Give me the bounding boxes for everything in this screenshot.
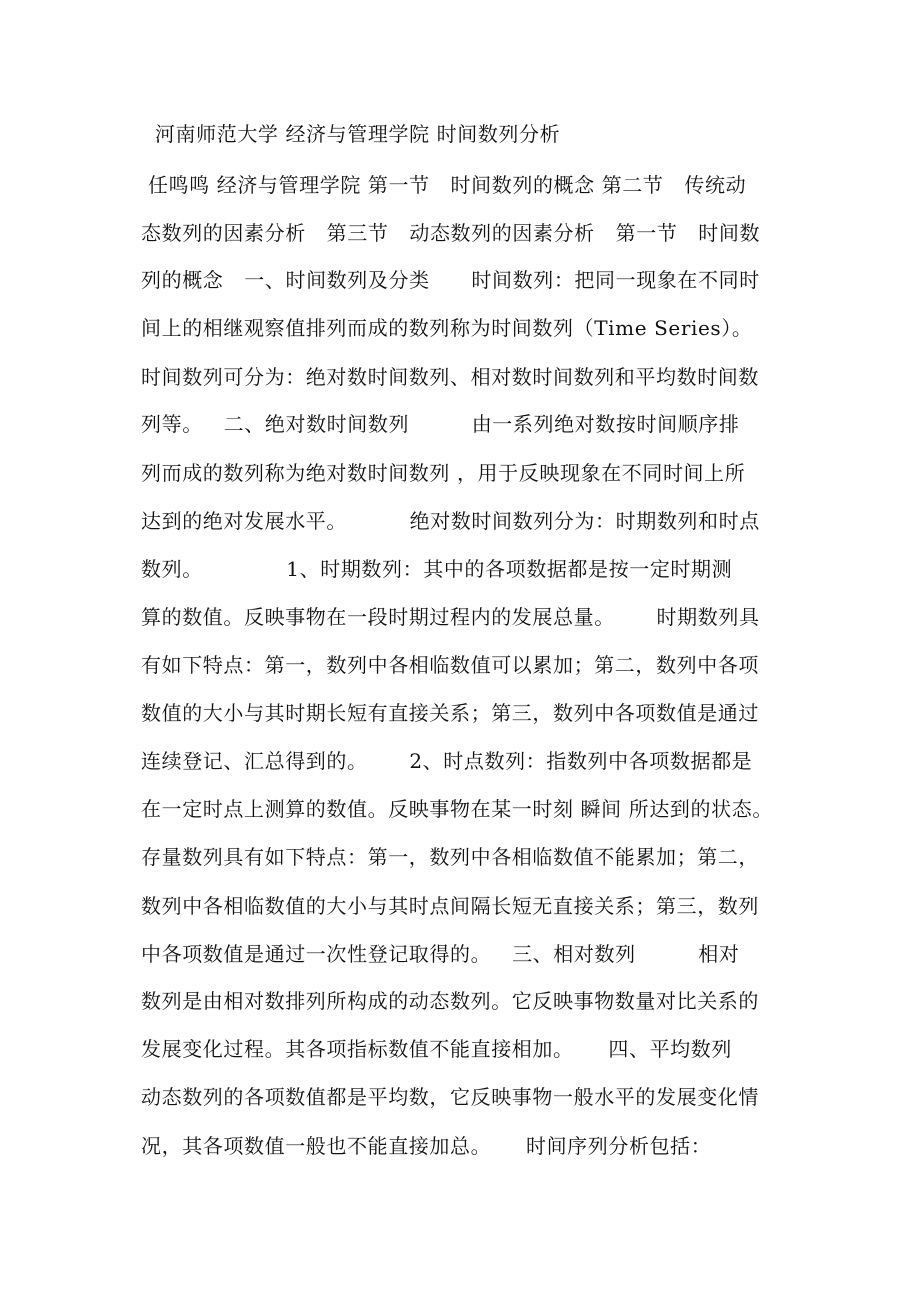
text-line: 态数列的因素分析 第三节 动态数列的因素分析 第一节 时间数	[141, 221, 761, 245]
text-line: 列而成的数列称为绝对数时间数列 ，用于反映现象在不同时间上所	[141, 461, 746, 485]
text-line: 中各项数值是通过一次性登记取得的。 三、相对数列 相对	[141, 942, 740, 966]
text-line: 有如下特点：第一，数列中各相临数值可以累加；第二，数列中各项	[141, 653, 759, 677]
text-line: 达到的绝对发展水平。 绝对数时间数列分为：时期数列和时点	[141, 509, 760, 533]
text-line: 时间数列可分为：绝对数时间数列、相对数时间数列和平均数时间数	[141, 365, 759, 389]
text-line: 列的概念 一、时间数列及分类 时间数列：把同一现象在不同时	[141, 268, 760, 292]
text-line-title: 河南师范大学 经济与管理学院 时间数列分析	[141, 122, 561, 146]
text-line: 列等。 二、绝对数时间数列 由一系列绝对数按时间顺序排	[141, 412, 740, 436]
text-line: 数列中各相临数值的大小与其时点间隔长短无直接关系；第三，数列	[141, 894, 759, 918]
text-line: 况，其各项数值一般也不能直接加总。 时间序列分析包括：	[141, 1134, 712, 1158]
text-line: 存量数列具有如下特点：第一，数列中各相临数值不能累加；第二，	[141, 845, 759, 869]
text-line: 算的数值。反映事物在一段时期过程内的发展总量。 时期数列具	[141, 605, 760, 629]
text-line: 数值的大小与其时期长短有直接关系；第三，数列中各项数值是通过	[141, 701, 759, 725]
text-line: 连续登记、汇总得到的。 2、时点数列：指数列中各项数据都是	[141, 749, 753, 773]
text-line: 数列。 1、时期数列：其中的各项数据都是按一定时期测	[141, 557, 733, 581]
text-line: 发展变化过程。其各项指标数值不能直接相加。 四、平均数列	[141, 1037, 732, 1061]
text-line: 动态数列的各项数值都是平均数，它反映事物一般水平的发展变化情	[141, 1085, 759, 1109]
text-line: 间上的相继观察值排列而成的数列称为时间数列（Time Series）。	[141, 316, 753, 340]
text-line: 数列是由相对数排列所构成的动态数列。它反映事物数量对比关系的	[141, 989, 759, 1013]
text-line: 任鸣鸣 经济与管理学院 第一节 时间数列的概念 第二节 传统动	[141, 173, 747, 197]
text-line: 在一定时点上测算的数值。反映事物在某一时刻 瞬间 所达到的状态。	[141, 797, 773, 821]
